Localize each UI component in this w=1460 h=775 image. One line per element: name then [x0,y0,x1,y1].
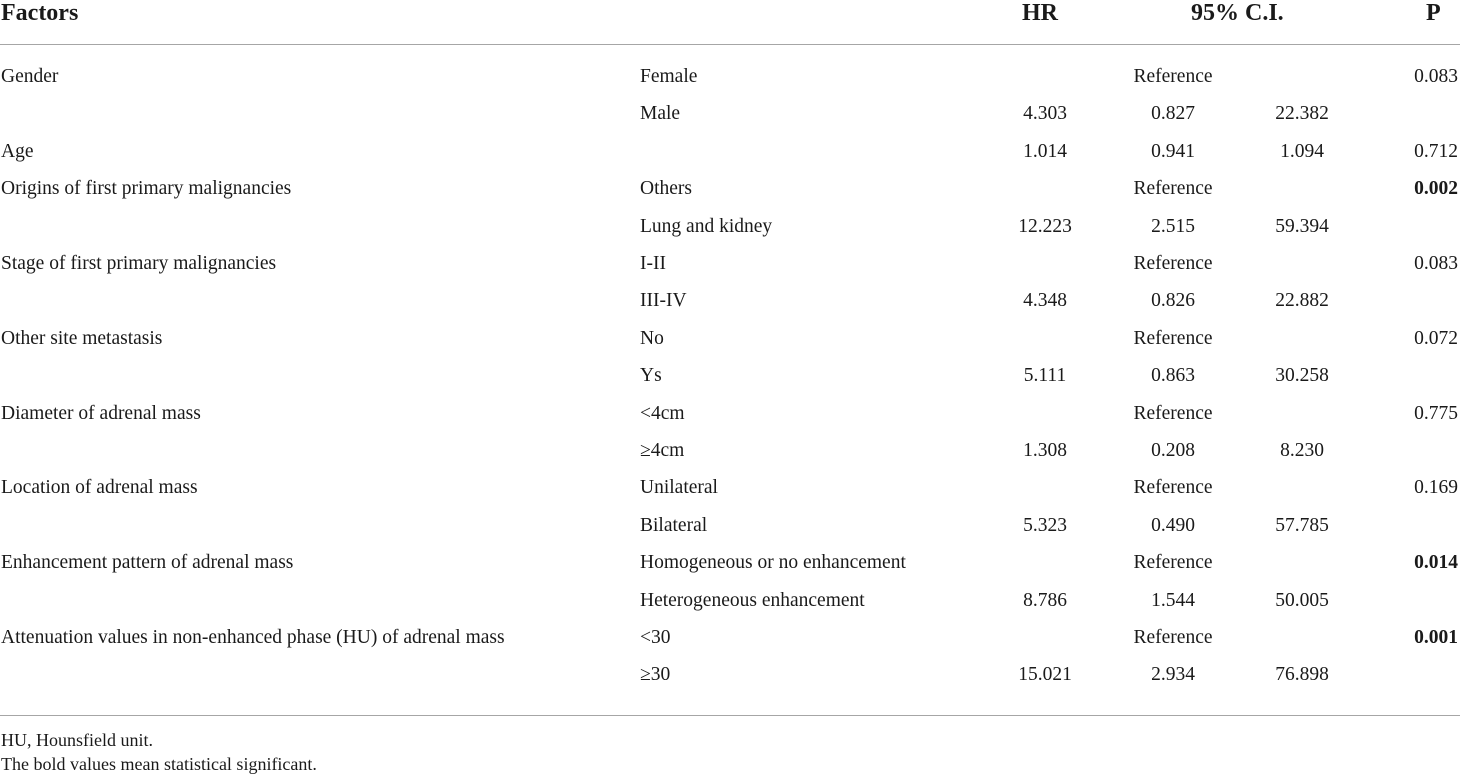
p-value-cell: 0.169 [1414,477,1458,499]
reference-cell: Reference [1133,66,1213,87]
ci-high-cell: 30.258 [1275,365,1329,387]
ci-high-cell: 22.382 [1275,103,1329,125]
category-cell: <30 [640,627,671,648]
hr-cell: 1.014 [1023,140,1067,162]
category-cell: Male [640,103,681,125]
category-cell: Homogeneous or no enhancement [640,552,906,574]
hr-cell: 4.348 [1023,290,1067,312]
header-hr: HR [1022,0,1058,26]
hr-cell: 15.021 [1018,664,1072,686]
p-value-cell: 0.002 [1414,178,1458,200]
factor-cell: Other site metastasis [1,327,163,349]
reference-cell: Reference [1133,402,1213,424]
table-row [0,66,1460,103]
ci-low-cell: 0.941 [1151,140,1195,162]
reference-cell: Reference [1133,253,1213,274]
ci-high-cell: 50.005 [1275,589,1329,611]
reference-cell: Reference [1133,477,1213,499]
table-row [0,328,1460,365]
ci-low-cell: 0.863 [1151,365,1195,387]
ci-high-cell: 59.394 [1275,215,1329,237]
category-cell: Female [640,66,698,87]
p-value-cell: 0.712 [1414,140,1458,162]
ci-low-cell: 1.544 [1151,589,1195,611]
header-ci: 95% C.I. [1191,0,1284,26]
table-row [0,515,1460,552]
category-cell: ≥4cm [640,440,685,461]
table-row [0,290,1460,327]
ci-high-cell: 76.898 [1275,664,1329,686]
factor-cell: Attenuation values in non-enhanced phase (HU) of adrenal mass [1,627,505,648]
category-cell: Ys [640,365,662,387]
hr-cell: 5.111 [1023,365,1067,387]
table-row [0,365,1460,402]
ci-high-cell: 1.094 [1280,140,1324,162]
p-value-cell: 0.083 [1414,66,1458,87]
ci-low-cell: 2.515 [1151,215,1195,237]
table-row [0,178,1460,215]
category-cell: Heterogeneous enhancement [640,589,865,611]
factor-cell: Origins of first primary malignancies [1,178,292,200]
hr-cell: 8.786 [1023,589,1067,611]
ci-low-cell: 0.490 [1151,514,1195,536]
ci-low-cell: 0.827 [1151,103,1195,125]
ci-low-cell: 0.826 [1151,290,1195,312]
p-value-cell: 0.001 [1414,627,1458,648]
p-value-cell: 0.072 [1414,327,1458,349]
factor-cell: Location of adrenal mass [1,477,198,499]
ci-low-cell: 2.934 [1151,664,1195,686]
factor-cell: Age [1,140,34,162]
ci-low-cell: 0.208 [1151,440,1195,461]
table-row [0,552,1460,589]
category-cell: Others [640,178,692,200]
ci-high-cell: 22.882 [1275,290,1329,312]
category-cell: Bilateral [640,514,708,536]
reference-cell: Reference [1133,327,1213,349]
header-divider [0,44,1460,45]
category-cell: <4cm [640,402,685,424]
factor-cell: Gender [1,66,59,87]
hr-cell: 12.223 [1018,215,1072,237]
p-value-cell: 0.014 [1414,552,1458,574]
category-cell: Lung and kidney [640,215,773,237]
header-p: P [1426,0,1441,26]
category-cell: III-IV [640,290,687,312]
table-row [0,590,1460,627]
footer-divider [0,715,1460,716]
ci-high-cell: 8.230 [1280,440,1324,461]
category-cell: Unilateral [640,477,718,499]
hr-cell: 5.323 [1023,514,1067,536]
ci-high-cell: 57.785 [1275,514,1329,536]
category-cell: I-II [640,253,666,274]
table-row [0,664,1460,701]
hr-cell: 4.303 [1023,103,1067,125]
table-row [0,253,1460,290]
table-row [0,403,1460,440]
p-value-cell: 0.083 [1414,253,1458,274]
reference-cell: Reference [1133,627,1213,648]
footnote: The bold values mean statistical significant. [1,754,317,774]
header-factors: Factors [1,0,79,26]
table-row [0,216,1460,253]
factor-cell: Stage of first primary malignancies [1,253,277,274]
table-row [0,440,1460,477]
table-row [0,627,1460,664]
table-row [0,477,1460,514]
p-value-cell: 0.775 [1414,402,1458,424]
factor-cell: Diameter of adrenal mass [1,402,201,424]
table-header [0,0,1460,44]
category-cell: ≥30 [640,664,671,686]
table-row [0,103,1460,140]
footnote: HU, Hounsfield unit. [1,730,153,750]
reference-cell: Reference [1133,552,1213,574]
category-cell: No [640,327,664,349]
hr-cell: 1.308 [1023,440,1067,461]
factor-cell: Enhancement pattern of adrenal mass [1,552,294,574]
table-row [0,141,1460,178]
reference-cell: Reference [1133,178,1213,200]
